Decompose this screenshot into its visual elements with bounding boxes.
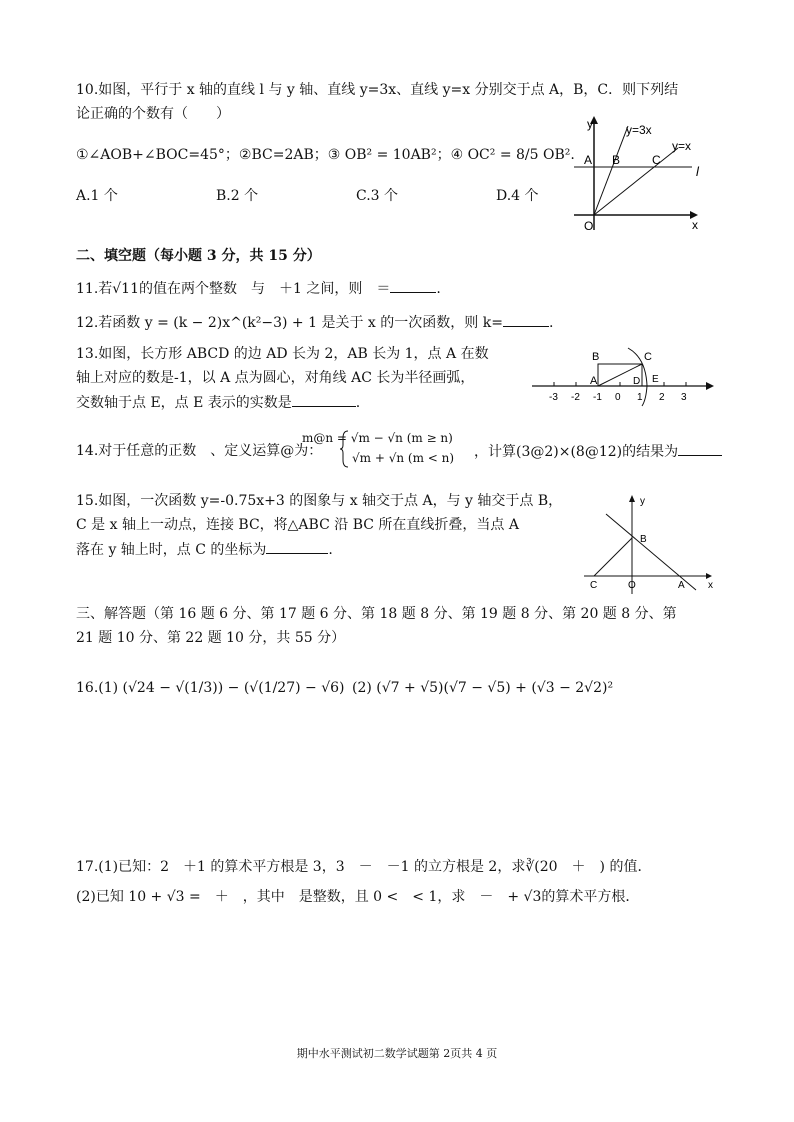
tick-label: 0: [615, 392, 621, 403]
label-c: C: [590, 580, 598, 591]
label-yx: y=x: [672, 139, 692, 153]
q11: 11.若√11的值在两个整数 与 ＋1 之间，则 ＝ .: [76, 278, 441, 299]
label-x: x: [708, 580, 713, 591]
q14-tail: [474, 441, 722, 462]
section-2-heading: 二、填空题（每小题 3 分，共 15 分）: [76, 248, 321, 264]
x-arrow-icon: [706, 573, 712, 579]
q12: 12.若函数 y = (k − 2)x^(k²−3) + 1 是关于 x 的一次函数，则 k= .: [76, 312, 553, 333]
q12-text: 12.若函数 y = (k − 2)x^(k²−3) + 1 是关于 x 的一次函数，则 k=: [76, 315, 503, 331]
label-x: x: [692, 218, 698, 232]
q10-option-c: C.3 个: [356, 188, 399, 204]
q10-line1: 10.如图，平行于 x 轴的直线 l 与 y 轴、直线 y=3x、直线 y=x 分别交于点 A，B，C．则下列结: [76, 82, 679, 98]
q10-figure: [570, 112, 710, 236]
number-line-arrow-icon: [706, 382, 714, 390]
label-b: B: [640, 534, 647, 545]
page-footer: 期中水平测试初二数学试题第 2页共 4 页: [296, 1047, 498, 1060]
label-d: D: [633, 376, 641, 387]
label-c: C: [652, 153, 661, 167]
line-ab: [606, 514, 696, 590]
label-a: A: [678, 580, 685, 591]
tick-label: -3: [549, 392, 558, 403]
label-a: A: [584, 153, 593, 167]
number-line-ticks: [549, 382, 687, 403]
q10-line2: 论正确的个数有（ ）: [76, 106, 230, 122]
q13-line2: 轴上对应的数是-1，以 A 点为圆心，对角线 AC 长为半径画弧，: [76, 370, 475, 386]
label-o: O: [584, 219, 594, 233]
q14-text: 14.对于任意的正数 、定义运算@为：: [76, 443, 323, 459]
label-y: y: [640, 496, 645, 507]
label-y3x: y=3x: [626, 123, 652, 137]
q13-line3-text: 交数轴于点 E，点 E 表示的实数是: [76, 395, 292, 411]
q16-part2: (2) (√7 + √5)(√7 − √5) + (√3 − 2√2)²: [352, 680, 614, 696]
q14-brace: [340, 430, 350, 468]
q11-text: 11.若√11的值在两个整数 与 ＋1 之间，则 ＝: [76, 281, 391, 297]
q10-statements: ①∠AOB+∠BOC=45°；②BC=2AB；③ OB² = 10AB²；④ OC² = 8/5 OB².: [76, 147, 575, 163]
q17-part1: 17.(1)已知：2 ＋1 的算术平方根是 3，3 － －1 的立方根是 2，求∛(20 ＋ ) 的值．: [76, 859, 652, 875]
label-l: l: [696, 164, 699, 179]
q13-line3: 交数轴于点 E，点 E 表示的实数是 .: [76, 392, 360, 413]
q10-option-d: D.4 个: [496, 188, 539, 204]
section-3-heading-line1: 三、解答题（第 16 题 6 分、第 17 题 6 分、第 18 题 8 分、第 19 题 8 分、第 20 题 8 分、第: [76, 606, 677, 622]
segment-cb: [594, 538, 632, 576]
q17-part2: (2)已知 10 + √3 = ＋ ，其中 是整数，且 0 < < 1，求 － + √3的算术平方根．: [76, 889, 640, 905]
label-c: C: [644, 351, 652, 363]
tick-label: -2: [571, 392, 580, 403]
tick-label: 1: [637, 392, 643, 403]
q15-line3: 落在 y 轴上时，点 C 的坐标为 .: [76, 539, 333, 560]
label-b: B: [592, 351, 600, 363]
section-3-heading-line2: 21 题 10 分、第 22 题 10 分，共 55 分）: [76, 630, 346, 646]
label-y: y: [587, 117, 593, 131]
q15-blank: [266, 539, 328, 554]
q15-line3-text: 落在 y 轴上时，点 C 的坐标为: [76, 542, 267, 558]
label-a: A: [590, 375, 598, 387]
q14-blank: [678, 441, 722, 456]
label-o: O: [628, 580, 636, 591]
q10-option-b: B.2 个: [216, 188, 259, 204]
q15-line1: 15.如图，一次函数 y=-0.75x+3 的图象与 x 轴交于点 A，与 y 轴交于点 B，: [76, 493, 563, 509]
y-arrow-icon: [629, 495, 635, 502]
tick-label: 2: [659, 392, 665, 403]
q15-figure: [578, 492, 718, 596]
tick-label: -1: [593, 392, 602, 403]
q14-def-line2: √m + √n (m < n): [352, 451, 455, 465]
q13-blank: [292, 392, 356, 407]
q14-def-line1: m@n = √m − √n (m ≥ n): [302, 431, 453, 445]
q10-option-a: A.1 个: [76, 188, 118, 204]
label-b: B: [612, 153, 621, 167]
q12-blank: [503, 312, 549, 327]
q16-part1: 16.(1) (√24 − √(1/3)) − (√(1/27) − √6): [76, 680, 345, 696]
tick-label: 3: [681, 392, 687, 403]
q13-line1: 13.如图，长方形 ABCD 的边 AD 长为 2，AB 长为 1，点 A 在数: [76, 346, 489, 362]
q14-tail-text: ，计算(3@2)×(8@12)的结果为: [474, 444, 679, 460]
q13-figure: [530, 344, 716, 410]
label-e: E: [652, 374, 659, 385]
q11-blank: [390, 278, 436, 293]
q15-line2: C 是 x 轴上一动点，连接 BC，将△ABC 沿 BC 所在直线折叠，当点 A: [76, 517, 519, 533]
